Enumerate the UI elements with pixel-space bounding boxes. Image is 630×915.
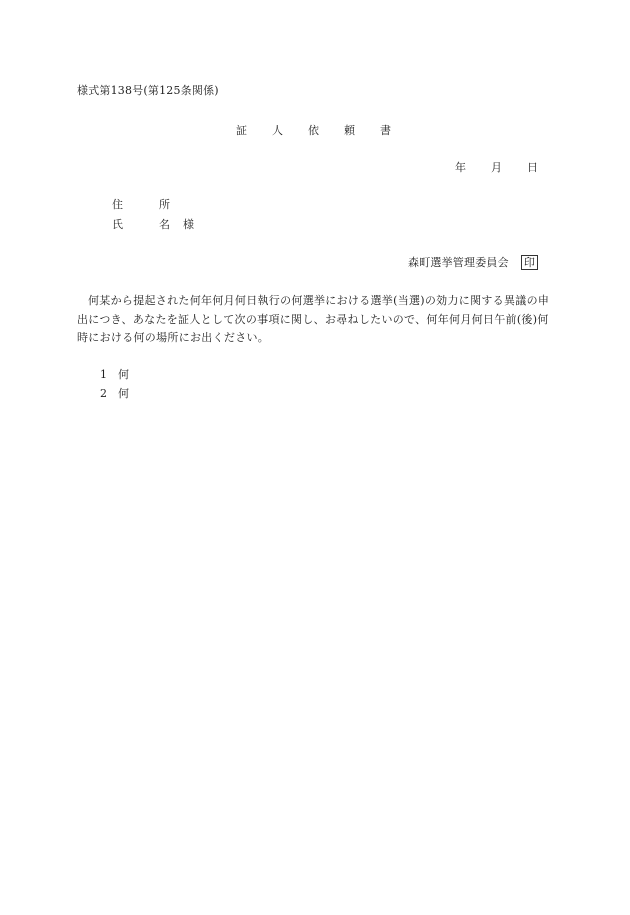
item-text: 何 bbox=[118, 368, 130, 381]
address-label-char: 住 bbox=[112, 198, 124, 211]
title-char: 頼 bbox=[344, 124, 356, 137]
title-char: 書 bbox=[380, 124, 392, 137]
name-label-char: 名 bbox=[159, 218, 171, 231]
seal-mark: 印 bbox=[521, 255, 538, 270]
item-number: 2 bbox=[100, 387, 108, 400]
body-paragraph bbox=[77, 292, 555, 348]
item-text: 何 bbox=[118, 387, 130, 400]
item-number: 1 bbox=[100, 368, 108, 381]
date-year-label: 年 bbox=[455, 161, 467, 174]
title-char: 人 bbox=[272, 124, 284, 137]
date-day-label: 日 bbox=[527, 161, 539, 174]
name-label-char: 氏 bbox=[112, 218, 124, 231]
sender-line bbox=[408, 255, 538, 270]
date-month-label: 月 bbox=[491, 161, 503, 174]
title-char: 依 bbox=[308, 124, 320, 137]
address-label-char: 所 bbox=[159, 198, 171, 211]
form-number-header: 様式第138号(第125条関係) bbox=[77, 84, 219, 97]
sender-name: 森町選挙管理委員会 bbox=[408, 256, 509, 269]
title-char: 証 bbox=[236, 124, 248, 137]
honorific: 様 bbox=[183, 218, 195, 231]
body-text: 何某から提起された何年何月何日執行の何選挙における選挙(当選)の効力に関する異議の申出につき、あなたを証人として次の事項に関し、お尋ねしたいので、何年何月何日午前(後)何時における何の場所にお出ください。 bbox=[77, 294, 550, 344]
